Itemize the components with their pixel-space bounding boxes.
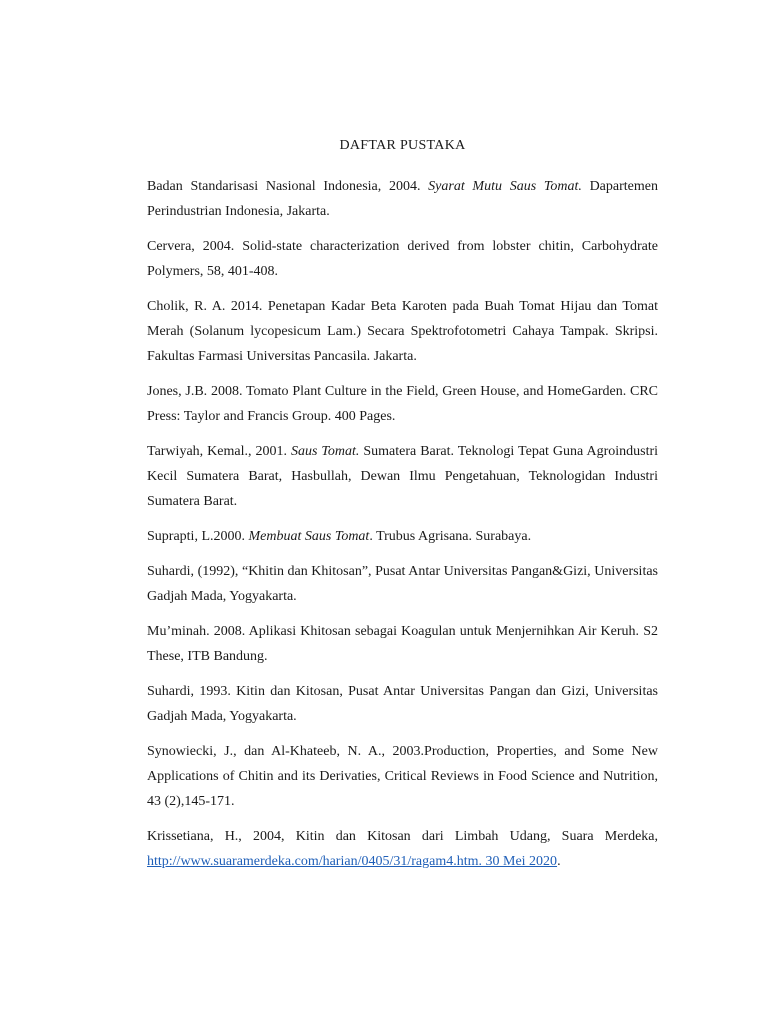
reference-item	[147, 234, 658, 284]
reference-text: Badan Standarisasi Nasional Indonesia, 2004.	[147, 179, 429, 194]
page-title: DAFTAR PUSTAKA	[339, 138, 466, 153]
reference-item	[147, 559, 658, 609]
reference-text: Cervera, 2004. Solid-state characterization derived from lobster chitin, Carbohydrate Polymers, 58, 401-408.	[147, 239, 658, 279]
reference-text-post: Dapartemen Perindustrian Indonesia, Jakarta.	[147, 179, 658, 219]
reference-text: Synowiecki, J., dan Al-Khateeb, N. A., 2003.Production, Properties, and Some New Applications of Chitin and its Derivaties, Critical Reviews in Food Science and Nutrition, 43 (2),145-171.	[147, 744, 658, 809]
reference-text: Mu’minah. 2008. Aplikasi Khitosan sebagai Koagulan untuk Menjernihkan Air Keruh. S2 These, ITB Bandung.	[147, 624, 658, 664]
reference-item	[147, 439, 658, 514]
reference-text: Tarwiyah, Kemal., 2001.	[147, 444, 291, 459]
reference-text: Cholik, R. A. 2014. Penetapan Kadar Beta Karoten pada Buah Tomat Hijau dan Tomat Merah (Solanum lycopesicum Lam.) Secara Spektrofotometri Cahaya Tampak. Skripsi. Fakultas Farmasi Universitas Pancasila. Jakarta.	[147, 299, 658, 364]
reference-item	[147, 174, 658, 224]
reference-italic-title: Membuat Saus Tomat	[248, 529, 370, 544]
reference-italic-title: Saus Tomat.	[290, 444, 360, 459]
reference-item	[147, 379, 658, 429]
reference-italic-title: Syarat Mutu Saus Tomat.	[428, 179, 582, 194]
reference-item	[147, 619, 658, 669]
reference-item	[147, 739, 658, 814]
reference-text-post: .	[557, 854, 561, 869]
reference-item-last	[147, 824, 658, 874]
reference-url-link[interactable]: http://www.suaramerdeka.com/harian/0405/31/ragam4.htm. 30 Mei 2020	[147, 854, 558, 869]
reference-text: Krissetiana, H., 2004, Kitin dan Kitosan dari Limbah Udang, Suara Merdeka,	[147, 829, 658, 844]
reference-text: Suprapti, L.2000.	[147, 529, 249, 544]
reference-text: Jones, J.B. 2008. Tomato Plant Culture in the Field, Green House, and HomeGarden. CRC Press: Taylor and Francis Group. 400 Pages.	[147, 384, 658, 424]
reference-item	[147, 524, 658, 549]
reference-text-post: Sumatera Barat. Teknologi Tepat Guna Agroindustri Kecil Sumatera Barat, Hasbullah, Dewan Ilmu Pengetahuan, Teknologidan Industri Sumatera Barat.	[147, 444, 659, 509]
reference-text: Suhardi, 1993. Kitin dan Kitosan, Pusat Antar Universitas Pangan dan Gizi, Universitas Gadjah Mada, Yogyakarta.	[147, 684, 658, 724]
reference-item	[147, 679, 658, 729]
reference-text-post: . Trubus Agrisana. Surabaya.	[369, 529, 532, 544]
reference-text: Suhardi, (1992), “Khitin dan Khitosan”, Pusat Antar Universitas Pangan&Gizi, Universitas Gadjah Mada, Yogyakarta.	[147, 564, 658, 604]
reference-item	[147, 294, 658, 369]
